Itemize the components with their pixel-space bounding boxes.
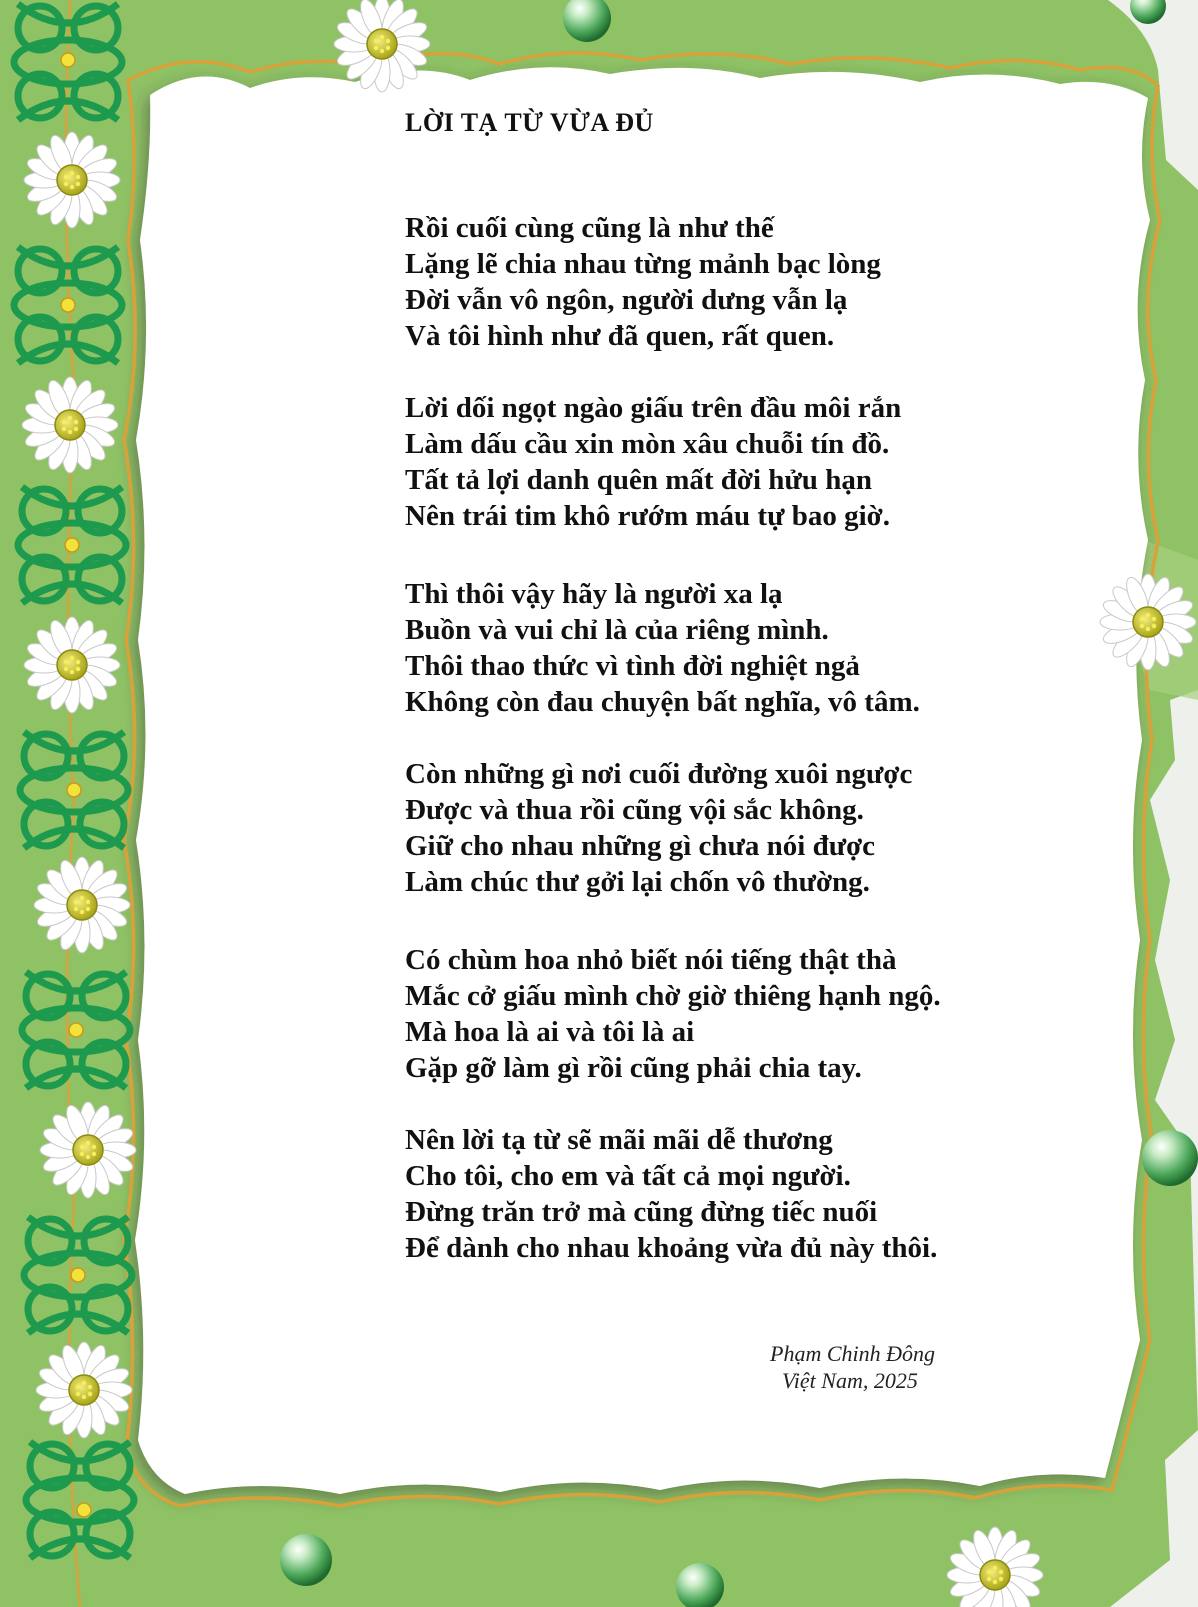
signature xyxy=(770,1340,935,1394)
poem-line: Thôi thao thức vì tình đời nghiệt ngả xyxy=(405,650,860,682)
stanza-2 xyxy=(405,390,1045,534)
poem-line: Cho tôi, cho em và tất cả mọi người. xyxy=(405,1160,851,1192)
poem-line: Lặng lẽ chia nhau từng mảnh bạc lòng xyxy=(405,248,881,280)
poem-line: Nên trái tim khô rướm máu tự bao giờ. xyxy=(405,500,890,532)
poem-line: Mà hoa là ai và tôi là ai xyxy=(405,1016,695,1048)
poem-line: Đừng trăn trở mà cũng đừng tiếc nuối xyxy=(405,1196,878,1228)
poem xyxy=(405,108,1045,1302)
poem-line: Làm chúc thư gởi lại chốn vô thường. xyxy=(405,866,870,898)
poem-line: Rồi cuối cùng cũng là như thế xyxy=(405,212,774,244)
poem-line: Giữ cho nhau những gì chưa nói được xyxy=(405,830,876,862)
stanza-1 xyxy=(405,210,1045,354)
place-year: Việt Nam, 2025 xyxy=(782,1368,918,1393)
poem-line: Gặp gỡ làm gì rồi cũng phải chia tay. xyxy=(405,1052,862,1084)
poem-line: Để dành cho nhau khoảng vừa đủ này thôi. xyxy=(405,1232,938,1264)
stanza-4 xyxy=(405,756,1045,900)
stanza-6 xyxy=(405,1122,1045,1266)
poem-line: Không còn đau chuyện bất nghĩa, vô tâm. xyxy=(405,686,920,718)
poem-line: Đời vẫn vô ngôn, người dưng vẫn lạ xyxy=(405,284,848,316)
poem-line: Được và thua rồi cũng vội sắc không. xyxy=(405,794,864,826)
poem-line: Còn những gì nơi cuối đường xuôi ngược xyxy=(405,758,913,790)
poem-line: Lời dối ngọt ngào giấu trên đầu môi rắn xyxy=(405,392,902,424)
poem-line: Buồn và vui chỉ là của riêng mình. xyxy=(405,614,829,646)
poem-line: Có chùm hoa nhỏ biết nói tiếng thật thà xyxy=(405,944,897,976)
poem-line: Thì thôi vậy hãy là người xa lạ xyxy=(405,578,783,610)
stanza-3 xyxy=(405,576,1045,720)
poem-line: Và tôi hình như đã quen, rất quen. xyxy=(405,320,835,352)
poem-line: Nên lời tạ từ sẽ mãi mãi dễ thương xyxy=(405,1124,833,1156)
stanza-5 xyxy=(405,942,1045,1086)
poem-title: LỜI TẠ TỪ VỪA ĐỦ xyxy=(405,108,654,137)
poem-line: Làm dấu cầu xin mòn xâu chuỗi tín đồ. xyxy=(405,428,890,460)
poem-line: Tất tả lợi danh quên mất đời hửu hạn xyxy=(405,464,872,496)
author-name: Phạm Chinh Đông xyxy=(770,1341,935,1366)
poem-line: Mắc cở giấu mình chờ giờ thiêng hạnh ngộ. xyxy=(405,980,941,1012)
